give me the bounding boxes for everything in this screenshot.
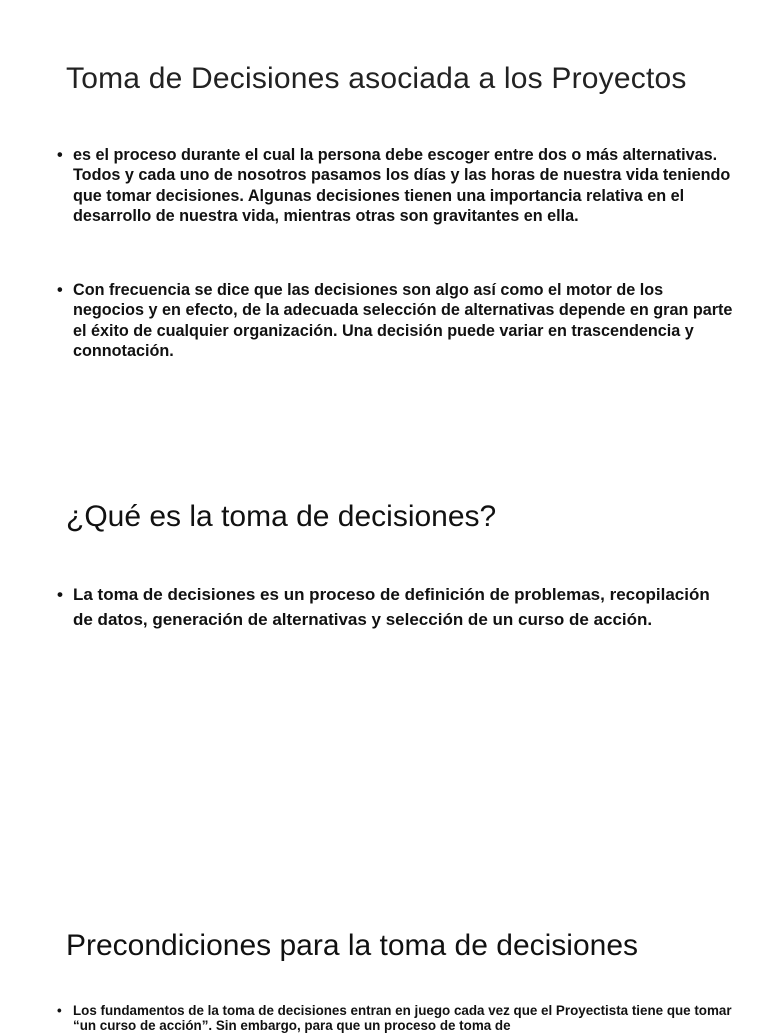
slide-title-toma-de-decisiones: Toma de Decisiones asociada a los Proyectos bbox=[66, 62, 687, 95]
bullet-paragraph bbox=[57, 280, 733, 361]
bullet-text: Con frecuencia se dice que las decisiones son algo así como el motor de los negocios y en efecto, de la adecuada selección de alternativas depende en gran parte el éxito de cualquier organización. Una decisión puede variar en trascendencia y connotación. bbox=[73, 281, 733, 360]
bullet-dot-icon: • bbox=[57, 1003, 62, 1018]
bullet-paragraph bbox=[57, 1003, 753, 1033]
bullet-dot-icon: • bbox=[57, 585, 63, 604]
bullet-paragraph bbox=[57, 582, 733, 632]
bullet-text: La toma de decisiones es un proceso de definición de problemas, recopilación de datos, generación de alternativas y selección de un curso de acción. bbox=[73, 585, 710, 629]
bullet-paragraph bbox=[57, 145, 733, 226]
bullet-text: Los fundamentos de la toma de decisiones entran en juego cada vez que el Proyectista tiene que tomar “un curso de acción”. Sin embargo, para que un proceso de toma de bbox=[73, 1003, 732, 1033]
slide-title-que-es: ¿Qué es la toma de decisiones? bbox=[66, 500, 497, 533]
bullet-dot-icon: • bbox=[57, 146, 63, 164]
bullet-text: es el proceso durante el cual la persona debe escoger entre dos o más alternativas. Todos y cada uno de nosotros pasamos los días y las horas de nuestra vida teniendo que tomar decisiones. Algunas decisiones tienen una importancia relativa en el desarrollo de nuestra vida, mientras otras son gravitantes en ella. bbox=[73, 146, 731, 225]
slide-title-precondiciones: Precondiciones para la toma de decisiones bbox=[66, 929, 639, 962]
bullet-dot-icon: • bbox=[57, 281, 63, 299]
